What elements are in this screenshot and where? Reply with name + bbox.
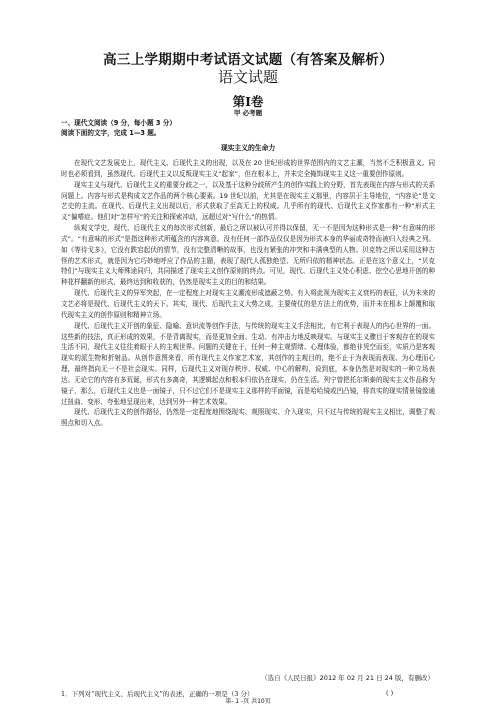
page-footer: 第- 1 -页 共10页 xyxy=(225,698,271,705)
section-header xyxy=(61,118,176,138)
essay-paragraph: 纵观文学史，现代、后现代主义的每次形式创新，最后之所以被认可并得以保留，无一不是因为这种形式是一种“有意味的形式”。“有意味的形式”是指这种形式所蕴含的内容寓意。没有任何一部作品仅仅是因为形式本身的华丽或奇特而被归入经典之列。如《等待戈多》，它没有跌宕起伏的情节，没有完整清晰的故事，也没有紧张的冲突和丰满典型的人物。贝克特之所以采用这种古怪的艺术形式，就是因为它巧妙地呼应了作品的主题，表现了现代人孤独绝望、无所归依的精神状态。正是在这个意义上，“贝克特们”与现实主义大师殊途同归，共同描述了现实主义创作原则的终点。可见，现代、后现代主义处心积虑、挖空心思地开创的种种花样翻新的形式，最终达到和收获的，仍然是现实主义的目的和结果。 xyxy=(61,224,435,287)
section-heading: 一、现代文阅读（9 分，每小题 3 分） xyxy=(61,119,176,127)
essay-title: 现实主义的生命力 xyxy=(220,144,276,152)
essay-source-citation: （选自《人民日报》2012 年 02 月 21 日 24 版，有删改） xyxy=(261,674,434,682)
section-instruction: 阅读下面的文字，完成 1—3 题。 xyxy=(61,129,161,137)
volume-heading: 第Ⅰ卷 xyxy=(232,94,264,109)
document-main-title: 高三上学期期中考试语文试题（有答案及解析） xyxy=(103,52,393,68)
answer-blank: ( ) xyxy=(386,689,394,697)
question-1-text: 1．下列对“现代主义、后现代主义”的表述，正确的一项是（3 分） xyxy=(61,690,254,698)
essay-paragraph: 在现代文艺发展史上，现代主义、后现代主义的出现，以及在 20 世纪形成的世界范围内的文艺主潮，当然不乏积极意义。同时也必须看到，虽然现代、后现代主义以反叛现实主义“起家”，但在根本上，并未完全掩饰现实主义这一重要创作原则。 xyxy=(61,159,435,178)
exam-subtitle: 语文试题 xyxy=(217,68,278,86)
essay-body xyxy=(61,158,435,429)
essay-paragraph: 现代、后现代主义的异军突起，在一定程度上对现实主义潮流形成遮蔽之势。有人将此视为现实主义衰朽的表征，认为未来的文艺必将是现代、后现代主义的天下。其实，现代、后现代主义大势之成，主要倚仗的是方法上的优势，而并未在根本上颠覆和取代现实主义的创作原则和精神立场。 xyxy=(61,289,435,319)
required-section-label: 甲 必考题 xyxy=(233,109,263,117)
essay-paragraph: 现代、后现代主义的创作路径，仍然是一定程度地围绕现实、观照现实、介入现实，只不过与传统的现实主义相比，调整了观照点和切入点。 xyxy=(61,408,435,428)
essay-paragraph: 现代、后现代主义开创的象征、隐喻、意识流等创作手法，与传统的现实主义手法相比，有它利于表现人的内心世界的一面。这些新的技法，真正形成的效果，不是背离现实，而是更加全面、生动、有冲击力地反映现实。与现实主义骤目于客观存在的现实生活不同，现代主义往往着眼于人的主观世界。问题的关键在于，任何一种主观情绪、心理体验，都绝非凭空而至，实质乃是客观现实的派生物和折射品。从创作意图来看，所有现代主义作家艺术家，其创作的主观目的，绝不止于为表现而表现、为心理而心理，最终指向无一不是社会现实。同样，后现代主义对现存秩序、权威、中心的解构，说到底，本身仍然是对现实的一种立场表达。无论它的内容有多荒诞，形式有多离奇，其逻辑起点和根本归依仍在现实，仍在生活。列宁曾把托尔斯泰的现实主义作品称为镜子，那么，后现代主义也是一面镜子，只不过它们不是现实主义那样的平面镜，而是哈哈镜或凹凸镜，将真实的现实情景镜像通过扭曲、变形、夸张地呈现出来，达到另外一种艺术效果。 xyxy=(61,321,435,406)
essay-paragraph: 现实主义与现代、后现代主义的重要分歧之一，以及基于这种分歧所产生的创作实践上的分野，首先表现在内容与形式的关系问题上。内容与形式是构成文艺作品的两个核心要素。19 世纪以前，尤其是在现实主义那里，内容居于主导地位，“内容论”是文艺史的主流。在现代、后现代主义出现以后，形式获取了至高无上的权威。几乎所有的现代、后现代主义作家都有一种“形式主义”偏嗜症。他们对“怎样写”的关注和探索冲动，远超过对“写什么”的热情。 xyxy=(61,180,435,222)
